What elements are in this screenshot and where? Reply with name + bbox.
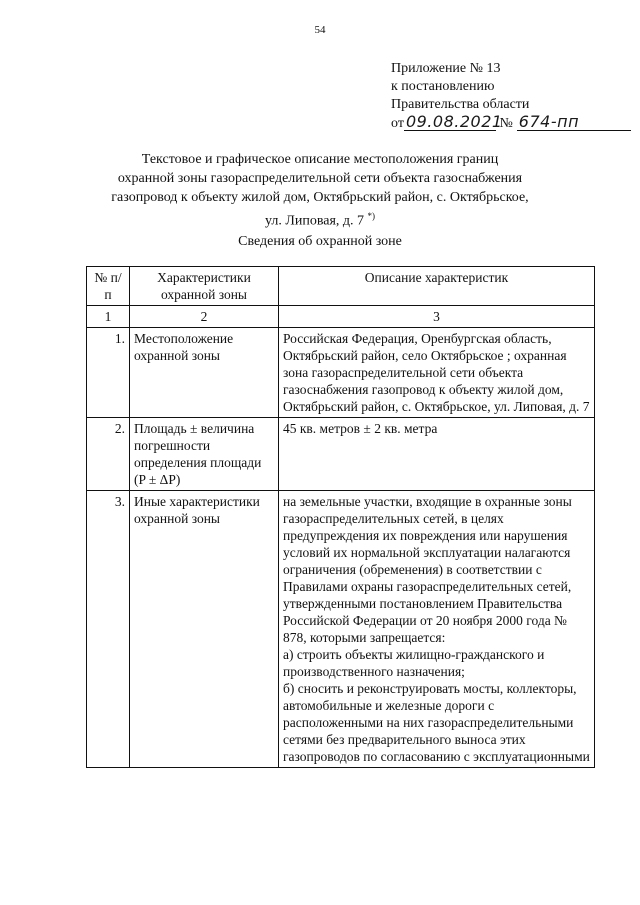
- number-label: №: [499, 116, 513, 131]
- title-line-4: ул. Липовая, д. 7: [264, 213, 365, 229]
- appendix-date-number-line: [391, 114, 621, 133]
- table-row: [87, 328, 595, 418]
- title-line-3: газопровод к объекту жилой дом, Октябрьский район, с. Октябрьское,: [111, 190, 529, 205]
- row-characteristic: Площадь ± величина погрешности определения площади (P ± ΔP): [130, 418, 279, 491]
- from-label: от: [391, 116, 404, 131]
- description-paragraph: на земельные участки, входящие в охранные зоны газораспределительных сетей, в целях предупреждения их повреждения или нарушения условий их нормальной эксплуатации налагаются ограничения (обременения) в соответствии с Правилами охраны газораспределительных сетей, утвержденными постановлением Правительства Российской Федерации от 20 ноября 2000 года № 878, которыми запрещается:: [283, 494, 572, 645]
- handwritten-date: 09.08.2021: [405, 112, 503, 131]
- row-description: Российская Федерация, Оренбургская область, Октябрьский район, село Октябрьское ; охранная зона газораспределительной сети объекта газоснабжения газопровод к объекту жилой дом, Октябрьский район, с. Октябрьское, ул. Липовая, д. 7: [279, 328, 595, 418]
- appendix-line-3: Правительства области: [391, 97, 530, 112]
- footnote-mark: *): [367, 211, 376, 221]
- description-paragraph: б) сносить и реконструировать мосты, коллекторы, автомобильные и железные дороги с расположенными на них газораспределительными сетями без предварительного выноса этих газопроводов по согласованию с эксплуатационными: [283, 681, 590, 764]
- header-description: Описание характеристик: [279, 267, 595, 306]
- index-cell: 2: [130, 306, 279, 328]
- appendix-line-2: к постановлению: [391, 79, 495, 94]
- appendix-block: [391, 60, 621, 133]
- row-description: 45 кв. метров ± 2 кв. метра: [279, 418, 595, 491]
- row-number: 1.: [87, 328, 130, 418]
- row-characteristic: Иные характеристики охранной зоны: [130, 491, 279, 768]
- table-index-row: [87, 306, 595, 328]
- table-row: [87, 491, 595, 768]
- appendix-line-1: Приложение № 13: [391, 61, 501, 76]
- section-subtitle: Сведения об охранной зоне: [238, 234, 402, 249]
- title-line-1: Текстовое и графическое описание местоположения границ: [141, 152, 499, 167]
- title-line-2: охранной зоны газораспределительной сети объекта газоснабжения: [117, 171, 523, 186]
- index-cell: 1: [87, 306, 130, 328]
- row-characteristic: Местоположение охранной зоны: [130, 328, 279, 418]
- header-characteristic: Характеристики охранной зоны: [130, 267, 279, 306]
- row-number: 3.: [87, 491, 130, 768]
- row-number: 2.: [87, 418, 130, 491]
- description-paragraph: а) строить объекты жилищно-гражданского и производственного назначения;: [283, 647, 545, 679]
- row-description: [279, 491, 595, 768]
- title-line-4-wrap: [60, 207, 580, 231]
- zone-info-table: [86, 266, 595, 768]
- header-number: № п/п: [87, 267, 130, 306]
- page-number: 54: [314, 24, 326, 36]
- table-header-row: [87, 267, 595, 306]
- document-title: [60, 150, 580, 231]
- table-row: [87, 418, 595, 491]
- index-cell: 3: [279, 306, 595, 328]
- handwritten-number: 674-пп: [517, 114, 631, 131]
